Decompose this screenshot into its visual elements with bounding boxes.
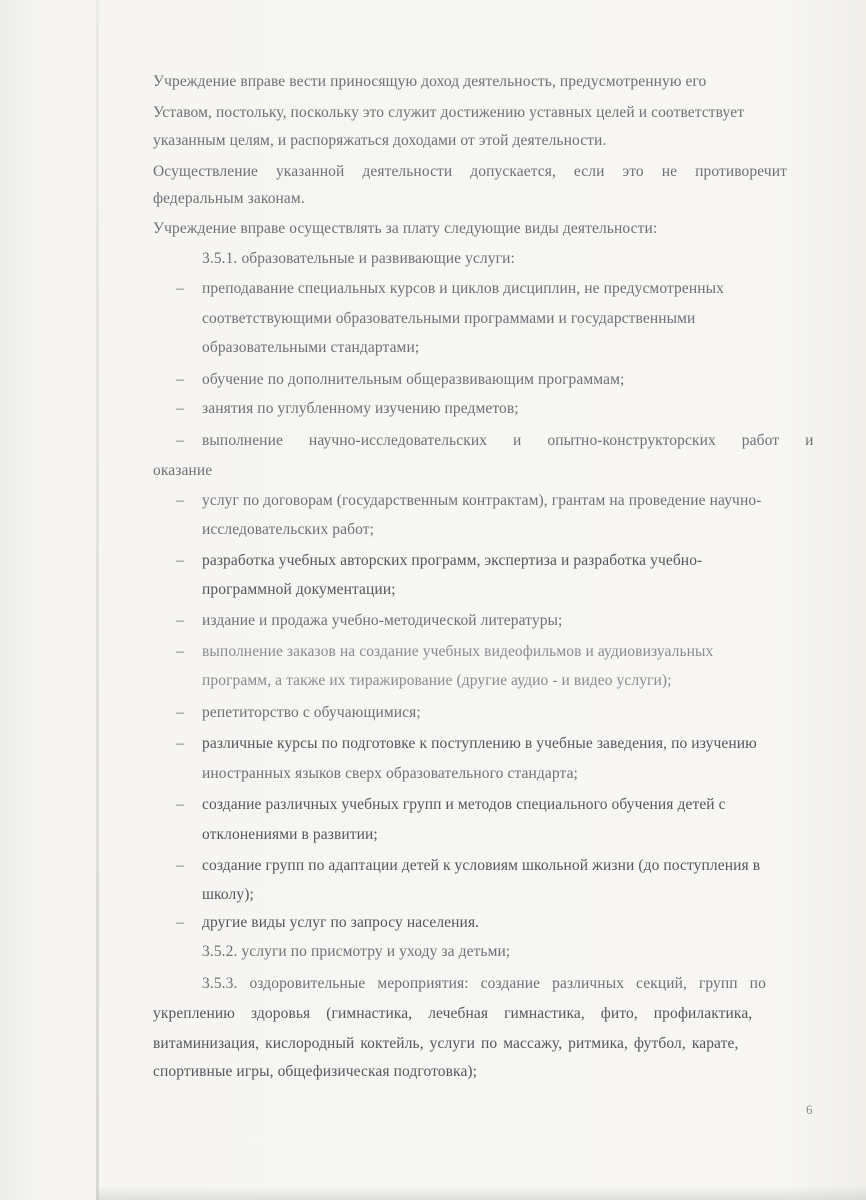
section-3-5-3-line: спортивные игры, общефизическая подготовка);	[153, 1063, 478, 1080]
list-item-continuation: соответствующими образовательными программами и государственными	[202, 310, 696, 327]
list-dash: –	[176, 371, 184, 388]
list-item: создание различных учебных групп и методов специального обучения детей с	[202, 796, 726, 813]
page-bottom-edge	[96, 1186, 866, 1200]
list-item-continuation: программной документации;	[202, 581, 396, 598]
list-dash: –	[176, 857, 184, 874]
list-dash: –	[176, 643, 184, 660]
section-3-5-3-line: 3.5.3. оздоровительные мероприятия: создание различных секций, групп по	[202, 975, 766, 992]
list-item: издание и продажа учебно-методической литературы;	[202, 612, 563, 629]
list-item: выполнение заказов на создание учебных видеофильмов и аудиовизуальных	[202, 643, 714, 660]
list-item: репетиторство с обучающимися;	[202, 704, 421, 721]
paragraph-line: указанным целям, и распоряжаться доходами от этой деятельности.	[153, 132, 607, 149]
list-item-continuation: программ, а также их тиражирование (другие аудио - и видео услуги);	[202, 672, 672, 689]
list-item: выполнение научно-исследовательских и опытно-конструкторских работ и	[202, 432, 814, 449]
list-item: другие виды услуг по запросу населения.	[202, 914, 480, 931]
section-3-5-3-line: укреплению здоровья (гимнастика, лечебная гимнастика, фито, профилактика,	[153, 1005, 753, 1022]
list-item-continuation: иностранных языков сверх образовательного стандарта;	[202, 765, 578, 782]
list-dash: –	[176, 914, 184, 931]
paragraph-line: федеральным законам.	[153, 190, 305, 207]
list-dash: –	[176, 280, 184, 297]
list-dash: –	[176, 400, 184, 417]
list-dash: –	[176, 492, 184, 509]
list-dash: –	[176, 612, 184, 629]
list-item-continuation: исследовательских работ;	[202, 521, 375, 538]
section-heading-3-5-1: 3.5.1. образовательные и развивающие услуги:	[202, 250, 515, 267]
list-dash: –	[176, 552, 184, 569]
list-item-continuation: школу);	[202, 886, 254, 903]
list-dash: –	[176, 432, 184, 449]
list-item-continuation: образовательными стандартами;	[202, 339, 420, 356]
list-item: создание групп по адаптации детей к условиям школьной жизни (до поступления в	[202, 857, 761, 874]
section-3-5-3-line: витаминизация, кислородный коктейль, услуги по массажу, ритмика, футбол, карате,	[153, 1035, 739, 1052]
list-item: обучение по дополнительным общеразвивающим программам;	[202, 371, 625, 388]
page-fold-shadow	[96, 0, 99, 1200]
list-dash: –	[176, 735, 184, 752]
list-item: преподавание специальных курсов и циклов дисциплин, не предусмотренных	[202, 280, 725, 297]
list-item: занятия по углубленному изучению предметов;	[202, 400, 519, 417]
list-item-continuation: отклонениями в развитии;	[202, 826, 378, 843]
list-item-continuation: оказание	[153, 462, 213, 479]
section-heading-3-5-2: 3.5.2. услуги по присмотру и уходу за детьми;	[202, 943, 511, 960]
page-number: 6	[806, 1102, 813, 1117]
paragraph-line: Учреждение вправе вести приносящую доход деятельность, предусмотренную его	[153, 73, 707, 90]
paragraph-line: Осуществление указанной деятельности допускается, если это не противоречит	[153, 163, 788, 180]
list-item: услуг по договорам (государственным контрактам), грантам на проведение научно-	[202, 492, 762, 509]
list-item: разработка учебных авторских программ, экспертиза и разработка учебно-	[202, 552, 703, 569]
paragraph-line: Учреждение вправе осуществлять за плату следующие виды деятельности:	[153, 220, 658, 237]
list-item: различные курсы по подготовке к поступлению в учебные заведения, по изучению	[202, 735, 757, 752]
list-dash: –	[176, 796, 184, 813]
list-dash: –	[176, 704, 184, 721]
paragraph-line: Уставом, постольку, поскольку это служит достижению уставных целей и соответствует	[153, 104, 745, 121]
